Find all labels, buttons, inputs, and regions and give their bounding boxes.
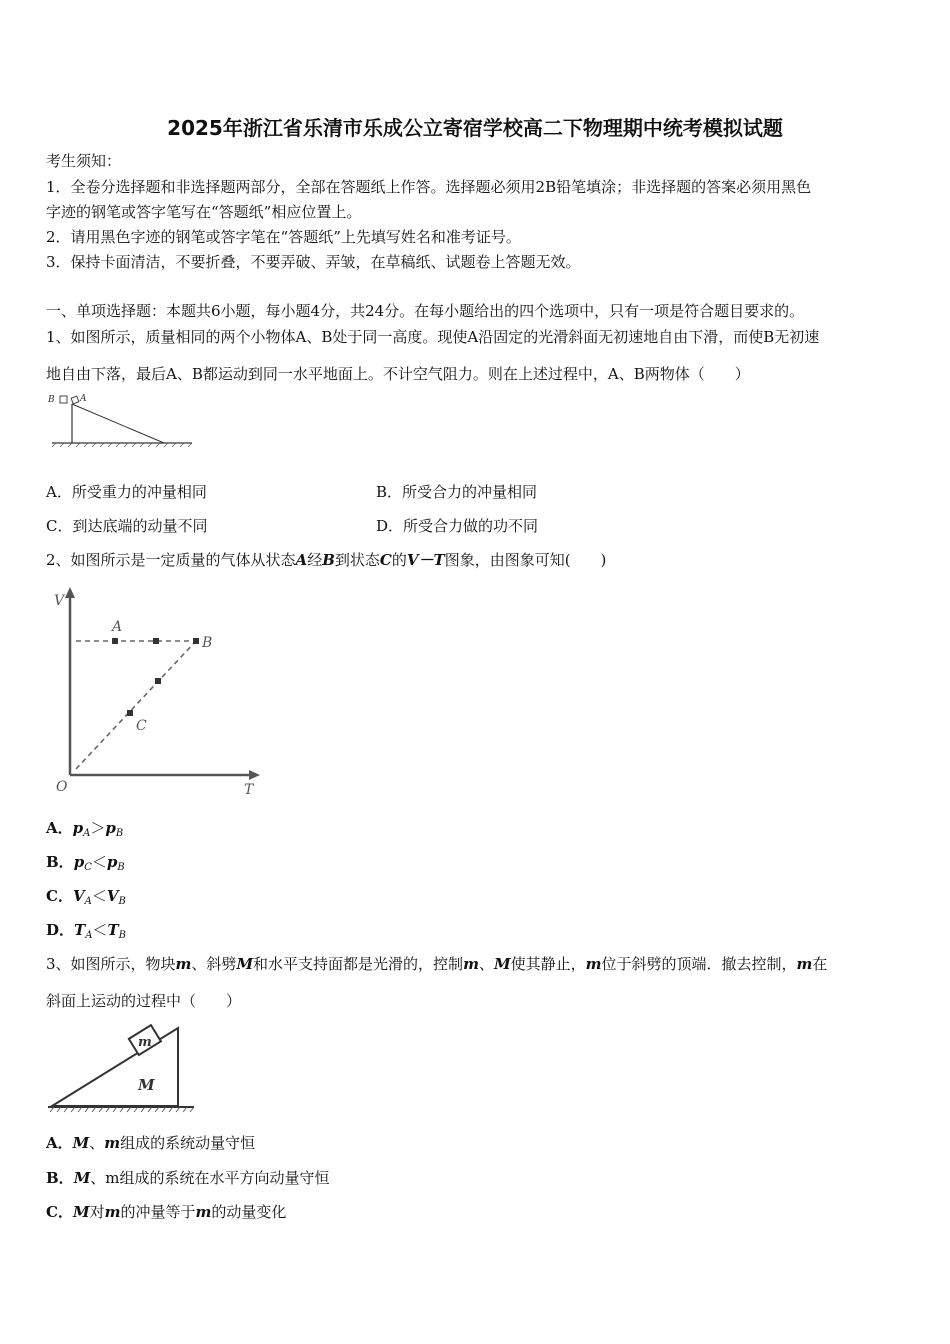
q3-option-b: B．M、m组成的系统在水平方向动量守恒 bbox=[46, 1169, 330, 1187]
q2-label-c: C bbox=[136, 718, 147, 734]
q2-stem: 2、如图所示是一定质量的气体从状态A经B到状态C的V－T图象，由图象可知( ) bbox=[46, 551, 607, 569]
q1-option-d: D．所受合力做的功不同 bbox=[376, 517, 539, 535]
notice-item-3: 3．保持卡面清洁，不要折叠，不要弄破、弄皱，在草稿纸、试题卷上答题无效。 bbox=[46, 253, 581, 271]
q2-option-d: D．$T_A<T_B$ bbox=[46, 921, 126, 941]
q2-point-a bbox=[112, 638, 118, 644]
q1-figure bbox=[46, 390, 196, 448]
q2-vt-graph bbox=[46, 583, 266, 798]
q1-fig-label-b: B bbox=[48, 395, 55, 405]
q1-stem-line-2: 地自由下落，最后A、B都运动到同一水平地面上。不计空气阻力。则在上述过程中，A、B两物体（ ） bbox=[46, 365, 750, 383]
q1-option-c: C．到达底端的动量不同 bbox=[46, 517, 208, 535]
q3-stem-line-1: 3、如图所示，物块m、斜劈M和水平支持面都是光滑的，控制m、M使其静止，m位于斜劈的顶端．撤去控制，m在 bbox=[46, 955, 828, 973]
q3-figure bbox=[46, 1020, 201, 1116]
q2-point-b bbox=[193, 638, 199, 644]
q3-stem-line-2: 斜面上运动的过程中（ ） bbox=[46, 992, 242, 1010]
notice-item-2: 2．请用黑色字迹的钢笔或答字笔在“答题纸”上先填写姓名和准考证号。 bbox=[46, 228, 521, 246]
q2-option-a: A．$p_A>p_B$ bbox=[46, 819, 124, 839]
q2-label-b: B bbox=[202, 635, 213, 651]
q2-option-b: B．$p_C<p_B$ bbox=[46, 853, 125, 873]
q1-stem-line-1: 1、如图所示，质量相同的两个小物体A、B处于同一高度。现使A沿固定的光滑斜面无初速地自由下滑，而使B无初速 bbox=[46, 328, 820, 346]
q1-block-a bbox=[71, 396, 79, 404]
q2-axis-v: V bbox=[54, 593, 65, 609]
q3-fig-label-m: m bbox=[138, 1035, 152, 1050]
q2-axis-t: T bbox=[244, 782, 254, 798]
notice-heading: 考生须知： bbox=[46, 152, 122, 170]
q1-block-b bbox=[60, 396, 67, 403]
q1-option-a: A．所受重力的冲量相同 bbox=[46, 483, 207, 501]
q2-option-c: C．$V_A<V_B$ bbox=[46, 887, 126, 907]
q1-fig-label-a: A bbox=[80, 394, 87, 404]
section-heading: 一、单项选择题：本题共6小题，每小题4分，共24分。在每小题给出的四个选项中，只有一项是符合题目要求的。 bbox=[46, 302, 805, 320]
q2-point-c bbox=[127, 710, 133, 716]
q2-label-a: A bbox=[112, 619, 123, 635]
notice-item-1-line-2: 字迹的钢笔或答字笔写在“答题纸”相应位置上。 bbox=[46, 203, 362, 221]
q3-option-c: C．M对m的冲量等于m的动量变化 bbox=[46, 1203, 287, 1221]
q2-origin: O bbox=[56, 779, 68, 795]
q3-fig-label-M: M bbox=[138, 1076, 155, 1094]
notice-item-1-line-1: 1．全卷分选择题和非选择题两部分，全部在答题纸上作答。选择题必须用2B铅笔填涂；非选择题的答案必须用黑色 bbox=[46, 178, 812, 196]
q1-option-b: B．所受合力的冲量相同 bbox=[376, 483, 538, 501]
q3-option-a: A．M、m组成的系统动量守恒 bbox=[46, 1134, 256, 1152]
page-title: 2025年浙江省乐清市乐成公立寄宿学校高二下物理期中统考模拟试题 bbox=[167, 116, 783, 140]
